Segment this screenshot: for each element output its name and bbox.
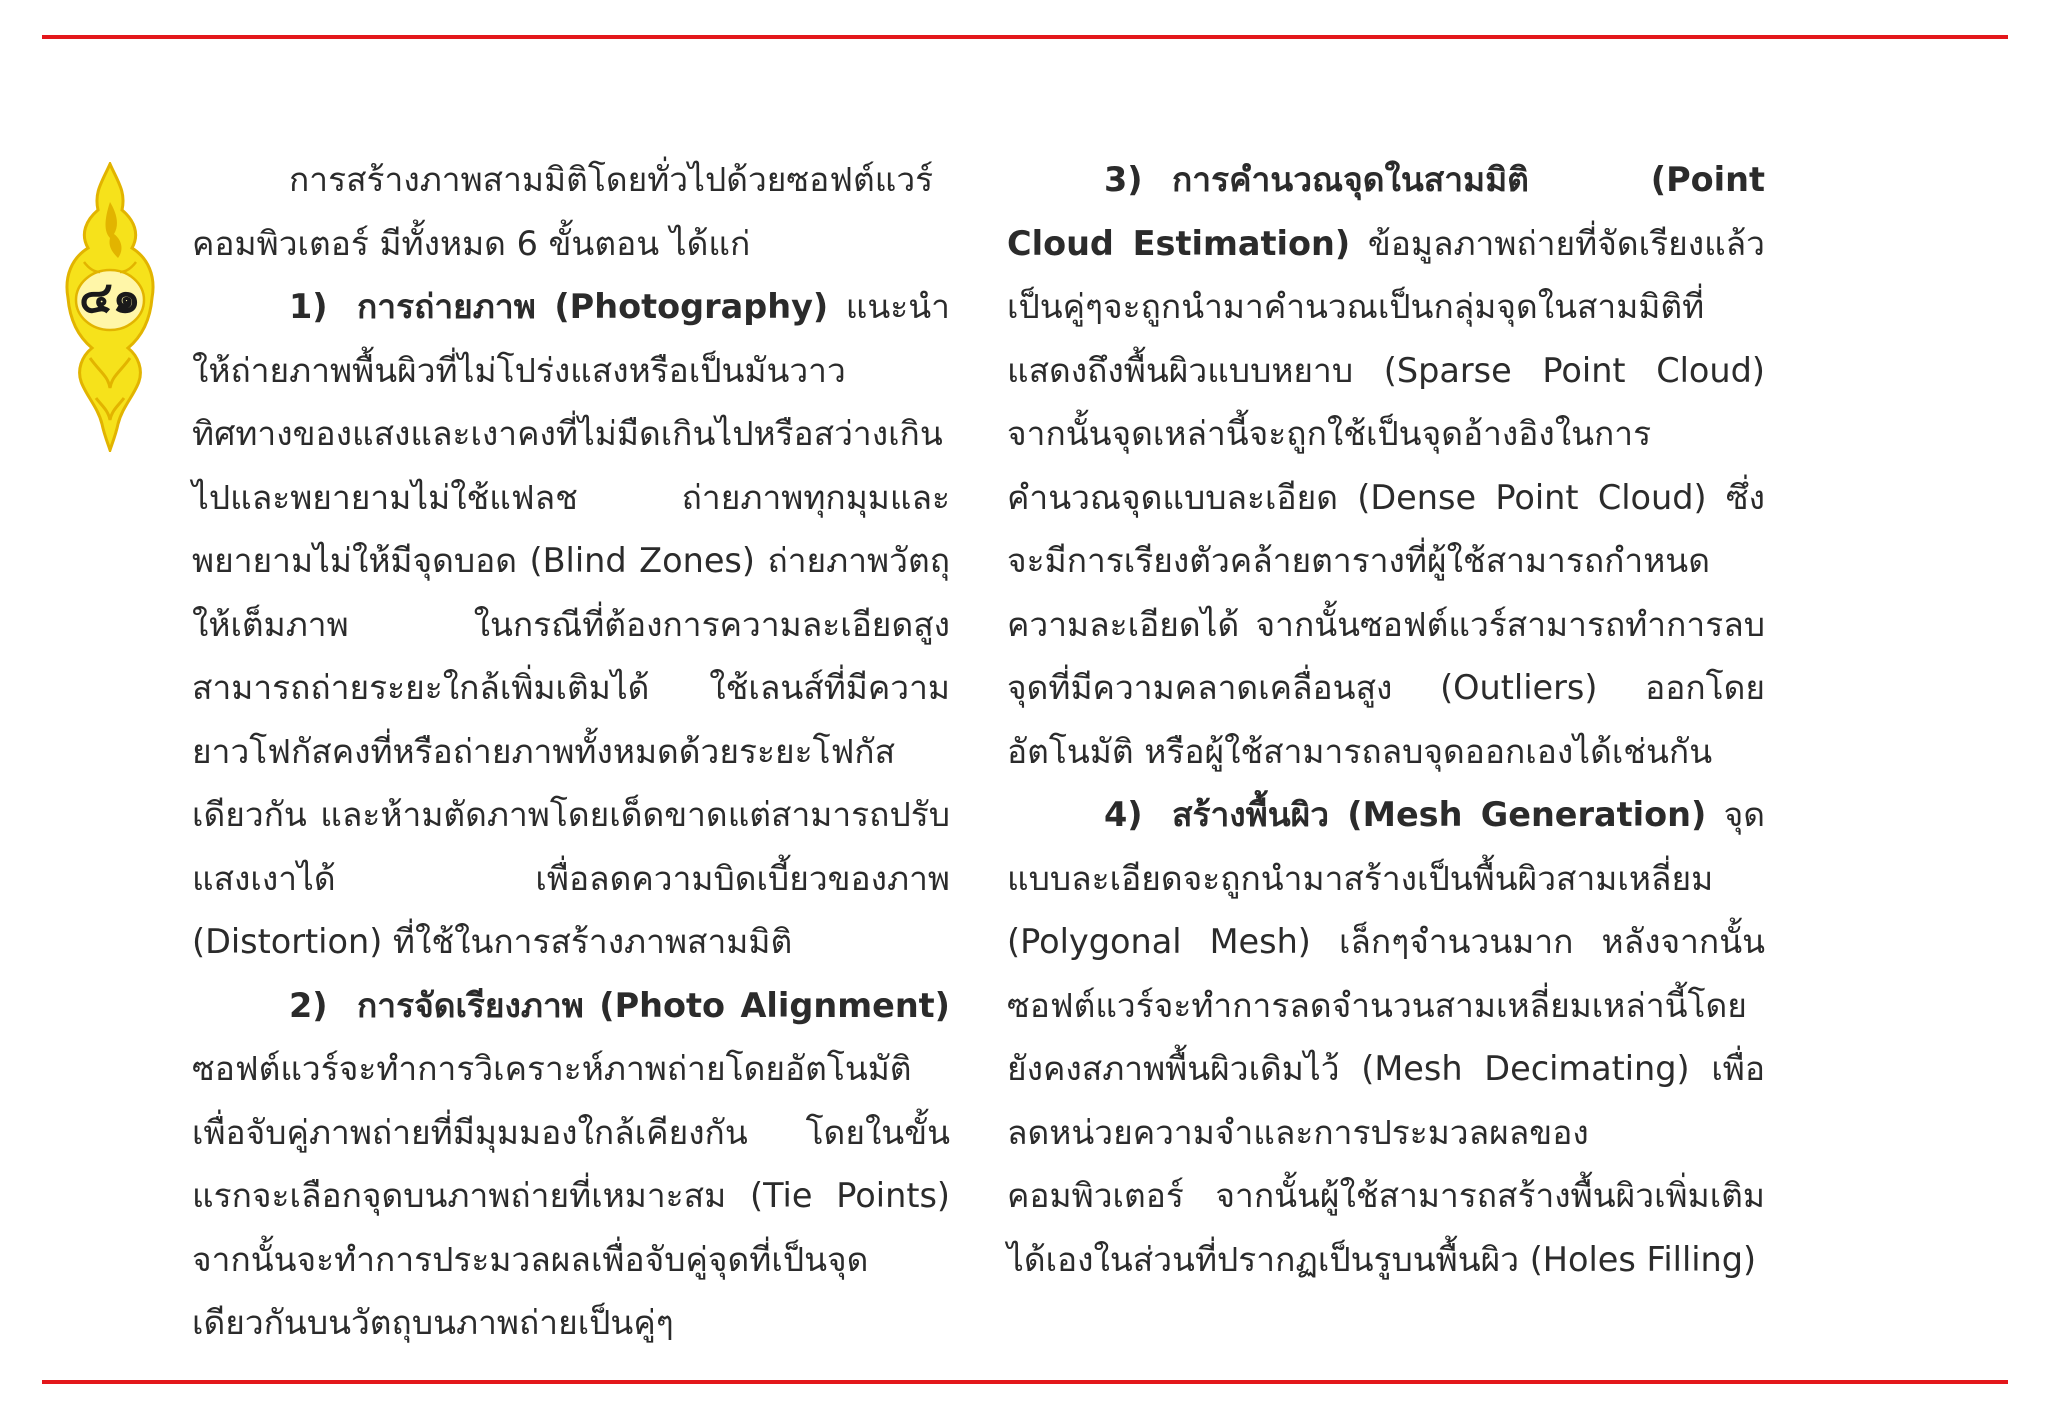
right-column [1007,148,1765,1291]
step-2-paragraph [192,974,950,1355]
bottom-rule [42,1380,2008,1384]
step-3-paragraph [1007,148,1765,783]
step-4-paragraph [1007,783,1765,1291]
intro-paragraph: การสร้างภาพสามมิติโดยทั่วไปด้วยซอฟต์แวร์คอมพิวเตอร์ มีทั้งหมด 6 ขั้นตอน ได้แก่ [192,160,934,263]
step-4-heading: สร้างพื้นผิว (Mesh Generation) [1172,795,1707,834]
top-rule [42,35,2008,39]
left-column [192,148,950,1355]
step-1-paragraph [192,275,950,974]
step-4-body: จุดแบบละเอียดจะถูกนำมาสร้างเป็นพื้นผิวสามเหลี่ยม (Polygonal Mesh) เล็กๆจำนวนมาก หลังจากนั้นซอฟต์แวร์จะทำการลดจำนวนสามเหลี่ยมเหล่านี้โดยยังคงสภาพพื้นผิวเดิมไว้ (Mesh Decimating) เพื่อลดหน่วยความจำและการประมวลผลของคอมพิวเตอร์ จากนั้นผู้ใช้สามารถสร้างพื้นผิวเพิ่มเติมได้เองในส่วนที่ปรากฏเป็นรูบนพื้นผิว (Holes Filling) [1007,795,1765,1279]
step-3-heading: การคำนวณจุดในสามมิติ (Point Cloud Estimation) [1007,160,1765,263]
page-number: ๔๑ [79,272,141,323]
step-1-number: 1) [289,287,328,326]
step-2-heading: การจัดเรียงภาพ (Photo Alignment) [357,985,950,1025]
step-2-body: ซอฟต์แวร์จะทำการวิเคราะห์ภาพถ่ายโดยอัตโนมัติเพื่อจับคู่ภาพถ่ายที่มีมุมมองใกล้เคียงกัน โดยในขั้นแรกจะเลือกจุดบนภาพถ่ายที่เหมาะสม (Tie Points) จากนั้นจะทำการประมวลผลเพื่อจับคู่จุดที่เป็นจุดเดียวกันบนวัตถุบนภาพถ่ายเป็นคู่ๆ [192,1049,950,1342]
step-4-number: 4) [1104,795,1143,834]
step-2-number: 2) [289,985,328,1025]
step-1-body: แนะนำให้ถ่ายภาพพื้นผิวที่ไม่โปร่งแสงหรือเป็นมันวาว ทิศทางของแสงและเงาคงที่ไม่มืดเกินไปหรือสว่างเกินไปและพยายามไม่ใช้แฟลช ถ่ายภาพทุกมุมและพยายามไม่ให้มีจุดบอด (Blind Zones) ถ่ายภาพวัตถุให้เต็มภาพ ในกรณีที่ต้องการความละเอียดสูงสามารถถ่ายระยะใกล้เพิ่มเติมได้ ใช้เลนส์ที่มีความยาวโฟกัสคงที่หรือถ่ายภาพทั้งหมดด้วยระยะโฟกัสเดียวกัน และห้ามตัดภาพโดยเด็ดขาดแต่สามารถปรับแสงเงาได้ เพื่อลดความบิดเบี้ยวของภาพ (Distortion) ที่ใช้ในการสร้างภาพสามมิติ [192,287,950,961]
step-3-body: ข้อมูลภาพถ่ายที่จัดเรียงแล้วเป็นคู่ๆจะถูกนำมาคำนวณเป็นกลุ่มจุดในสามมิติที่แสดงถึงพื้นผิวแบบหยาบ (Sparse Point Cloud) จากนั้นจุดเหล่านี้จะถูกใช้เป็นจุดอ้างอิงในการคำนวณจุดแบบละเอียด (Dense Point Cloud) ซึ่งจะมีการเรียงตัวคล้ายตารางที่ผู้ใช้สามารถกำหนดความละเอียดได้ จากนั้นซอฟต์แวร์สามารถทำการลบจุดที่มีความคลาดเคลื่อนสูง (Outliers) ออกโดยอัตโนมัติ หรือผู้ใช้สามารถลบจุดออกเองได้เช่นกัน [1007,223,1765,771]
step-1-heading: การถ่ายภาพ (Photography) [357,287,829,326]
step-3-number: 3) [1104,160,1143,199]
